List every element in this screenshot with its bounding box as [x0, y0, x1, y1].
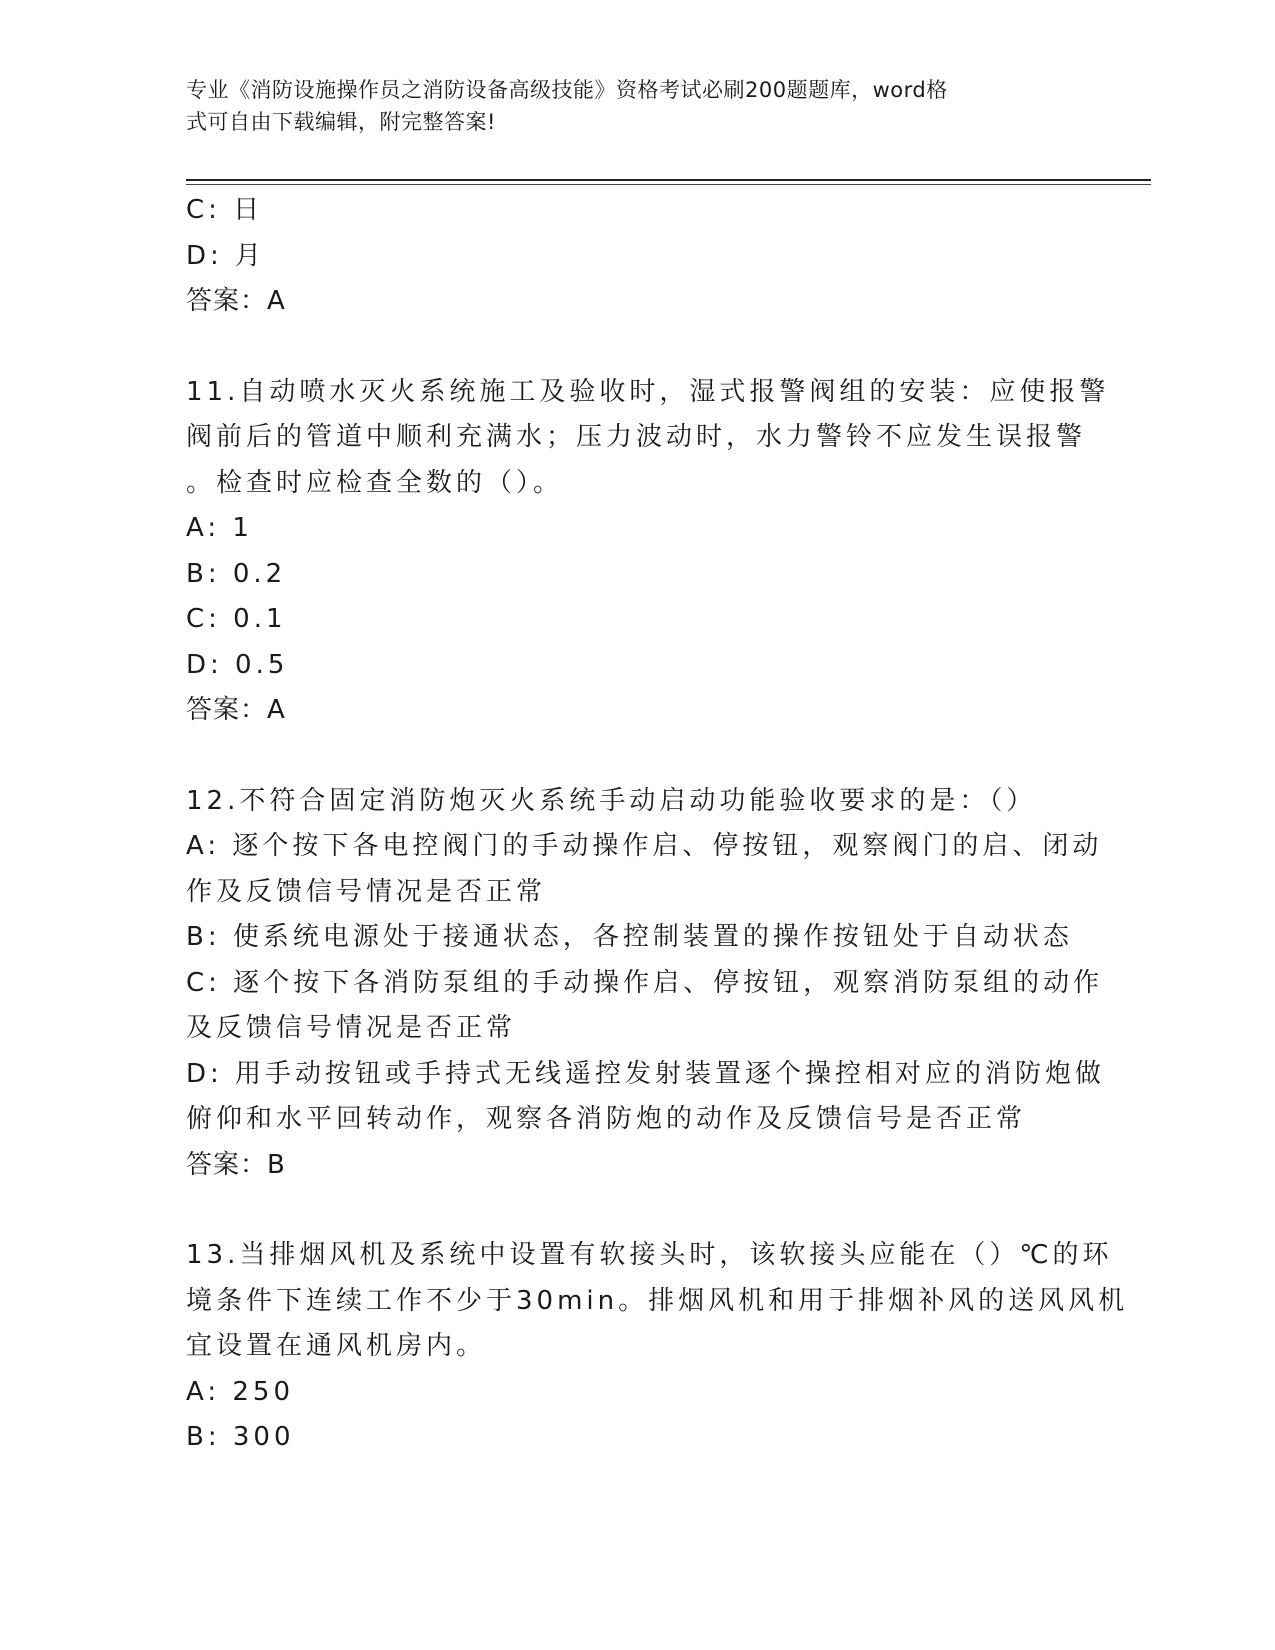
- header-divider-thick: [186, 179, 1151, 181]
- option-b: B: 300: [186, 1422, 295, 1452]
- header-title-line-1: 专业《消防设施操作员之消防设备高级技能》资格考试必刷200题题库，word格: [186, 78, 948, 102]
- header-divider-thin: [186, 184, 1151, 185]
- header-title-line-2: 式可自由下载编辑，附完整答案!: [186, 110, 496, 134]
- question-stem-line: 11.自动喷水灭火系统施工及验收时，湿式报警阀组的安装：应使报警: [186, 376, 1110, 407]
- document-header: [186, 74, 1066, 138]
- question-stem-line: 12.不符合固定消防炮灭火系统手动启动功能验收要求的是：（）: [186, 785, 1037, 816]
- question-stem-line: 境条件下连续工作不少于30min。排烟风机和用于排烟补风的送风风机: [186, 1285, 1129, 1316]
- question-12: [186, 779, 1106, 1189]
- question-11: [186, 370, 1110, 734]
- option-a: A: 逐个按下各电控阀门的手动操作启、停按钮，观察阀门的启、闭动: [186, 831, 1103, 861]
- option-a-continued: 作及反馈信号情况是否正常: [186, 876, 547, 907]
- option-a: A: 250: [186, 1376, 294, 1407]
- option-c: C: 0.1: [186, 604, 287, 634]
- question-stem-line: 阀前后的管道中顺利充满水；压力波动时，水力警铃不应发生误报警: [186, 422, 1087, 452]
- question-stem-line: 。检查时应检查全数的（）。: [186, 467, 564, 498]
- option-d: D: 月: [186, 240, 266, 271]
- option-d: D: 用手动按钮或手持式无线遥控发射装置逐个操控相对应的消防炮做: [186, 1058, 1106, 1089]
- option-d-continued: 俯仰和水平回转动作，观察各消防炮的动作及反馈信号是否正常: [186, 1104, 1027, 1134]
- spacer: [186, 1188, 1086, 1233]
- option-b: B: 0.2: [186, 558, 287, 589]
- option-b: B: 使系统电源处于接通状态，各控制装置的操作按钮处于自动状态: [186, 922, 1073, 952]
- option-a: A: 1: [186, 513, 253, 543]
- option-d: D: 0.5: [186, 649, 289, 680]
- spacer: [186, 325, 1086, 370]
- question-13: [186, 1233, 1129, 1461]
- question-10-continuation: [186, 188, 1086, 325]
- answer-label: 答案：B: [186, 1149, 286, 1180]
- question-stem-line: 13.当排烟风机及系统中设置有软接头时，该软接头应能在（）℃的环: [186, 1240, 1113, 1270]
- question-content: [186, 188, 1129, 1461]
- option-c-continued: 及反馈信号情况是否正常: [186, 1013, 517, 1043]
- answer-label: 答案：A: [186, 286, 286, 316]
- answer-label: 答案：A: [186, 695, 286, 725]
- spacer: [186, 734, 1086, 779]
- option-c: C: 逐个按下各消防泵组的手动操作启、停按钮，观察消防泵组的动作: [186, 967, 1104, 998]
- option-c: C: 日: [186, 195, 264, 225]
- question-stem-line: 宜设置在通风机房内。: [186, 1331, 487, 1361]
